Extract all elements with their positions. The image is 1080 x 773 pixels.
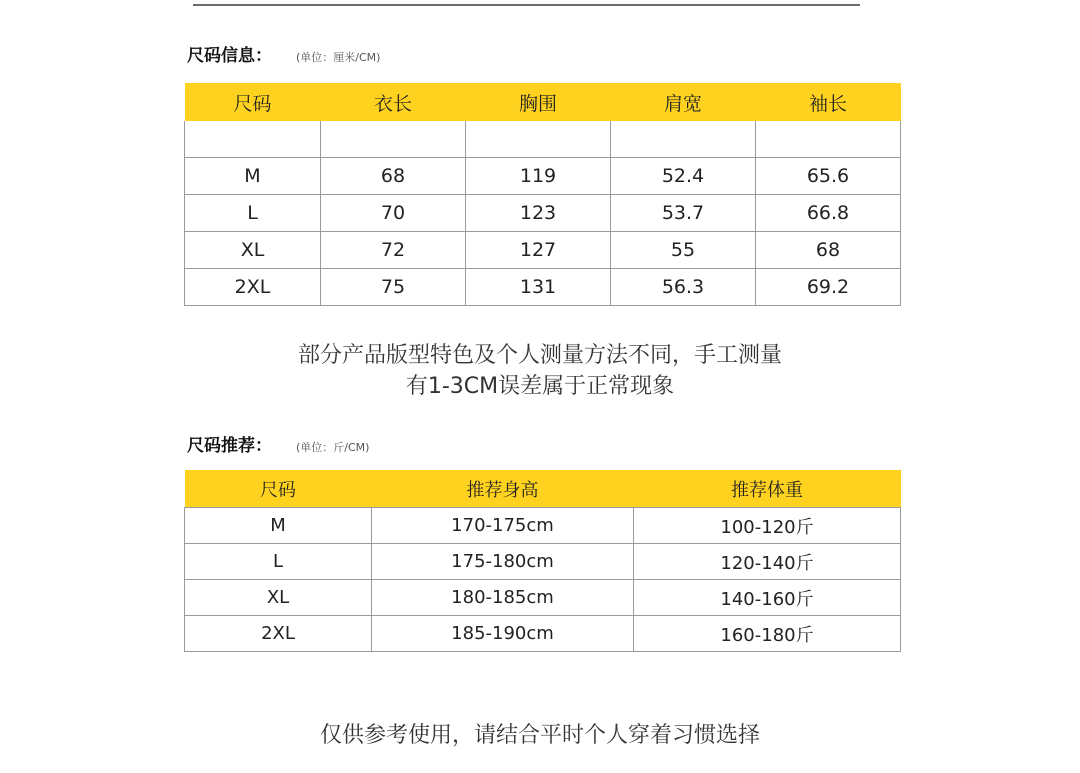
table-row [185,232,901,269]
table-cell: 75 [321,269,466,306]
size-recommend-table [184,470,901,652]
table-cell: 53.7 [611,195,756,232]
size-info-table [184,83,901,306]
table-cell: 65.6 [756,158,901,195]
table-cell: 160-180斤 [634,616,901,652]
table-cell: 185-190cm [372,616,634,652]
header-gap [185,121,901,158]
header-cell-length: 衣长 [321,83,466,121]
table-cell: 170-175cm [372,508,634,544]
table-cell: 100-120斤 [634,508,901,544]
size-info-header-row [185,83,901,121]
table-cell: M [185,158,321,195]
table-cell: 72 [321,232,466,269]
table-cell: L [185,544,372,580]
table-cell: 131 [466,269,611,306]
header-cell-size: 尺码 [185,470,372,508]
size-recommend-heading [187,431,369,456]
table-cell: 55 [611,232,756,269]
table-cell: 140-160斤 [634,580,901,616]
table-row [185,269,901,306]
header-cell-size: 尺码 [185,83,321,121]
table-cell: M [185,508,372,544]
table-cell: 123 [466,195,611,232]
size-recommend-unit: (单位：斤/CM) [296,441,370,454]
header-cell-shoulder: 肩宽 [611,83,756,121]
table-row [185,195,901,232]
table-cell: 70 [321,195,466,232]
table-cell: 175-180cm [372,544,634,580]
table-cell: XL [185,232,321,269]
header-cell-chest: 胸围 [466,83,611,121]
size-info-heading [187,41,380,66]
table-row [185,544,901,580]
reference-note: 仅供参考使用，请结合平时个人穿着习惯选择 [319,723,760,748]
header-cell-weight: 推荐体重 [634,470,901,508]
table-cell: 127 [466,232,611,269]
measurement-note-line2: 有1-3CM误差属于正常现象 [405,374,675,399]
table-cell: 66.8 [756,195,901,232]
header-cell-height: 推荐身高 [372,470,634,508]
size-info-unit: (单位：厘米/CM) [296,51,381,64]
size-recommend-title: 尺码推荐： [187,436,272,456]
table-cell: 69.2 [756,269,901,306]
table-cell: 2XL [185,269,321,306]
table-cell: L [185,195,321,232]
table-cell: 120-140斤 [634,544,901,580]
table-cell: 68 [321,158,466,195]
header-cell-sleeve: 袖长 [756,83,901,121]
table-cell: XL [185,580,372,616]
table-cell: 52.4 [611,158,756,195]
table-row [185,158,901,195]
table-cell: 119 [466,158,611,195]
table-cell: 180-185cm [372,580,634,616]
measurement-note [0,340,1080,402]
table-cell: 2XL [185,616,372,652]
table-cell: 56.3 [611,269,756,306]
size-recommend-header-row [185,470,901,508]
measurement-note-line1: 部分产品版型特色及个人测量方法不同，手工测量 [297,343,782,368]
table-row [185,508,901,544]
top-divider [193,4,860,6]
table-row [185,580,901,616]
table-cell: 68 [756,232,901,269]
size-info-title: 尺码信息： [187,46,272,66]
table-row [185,616,901,652]
